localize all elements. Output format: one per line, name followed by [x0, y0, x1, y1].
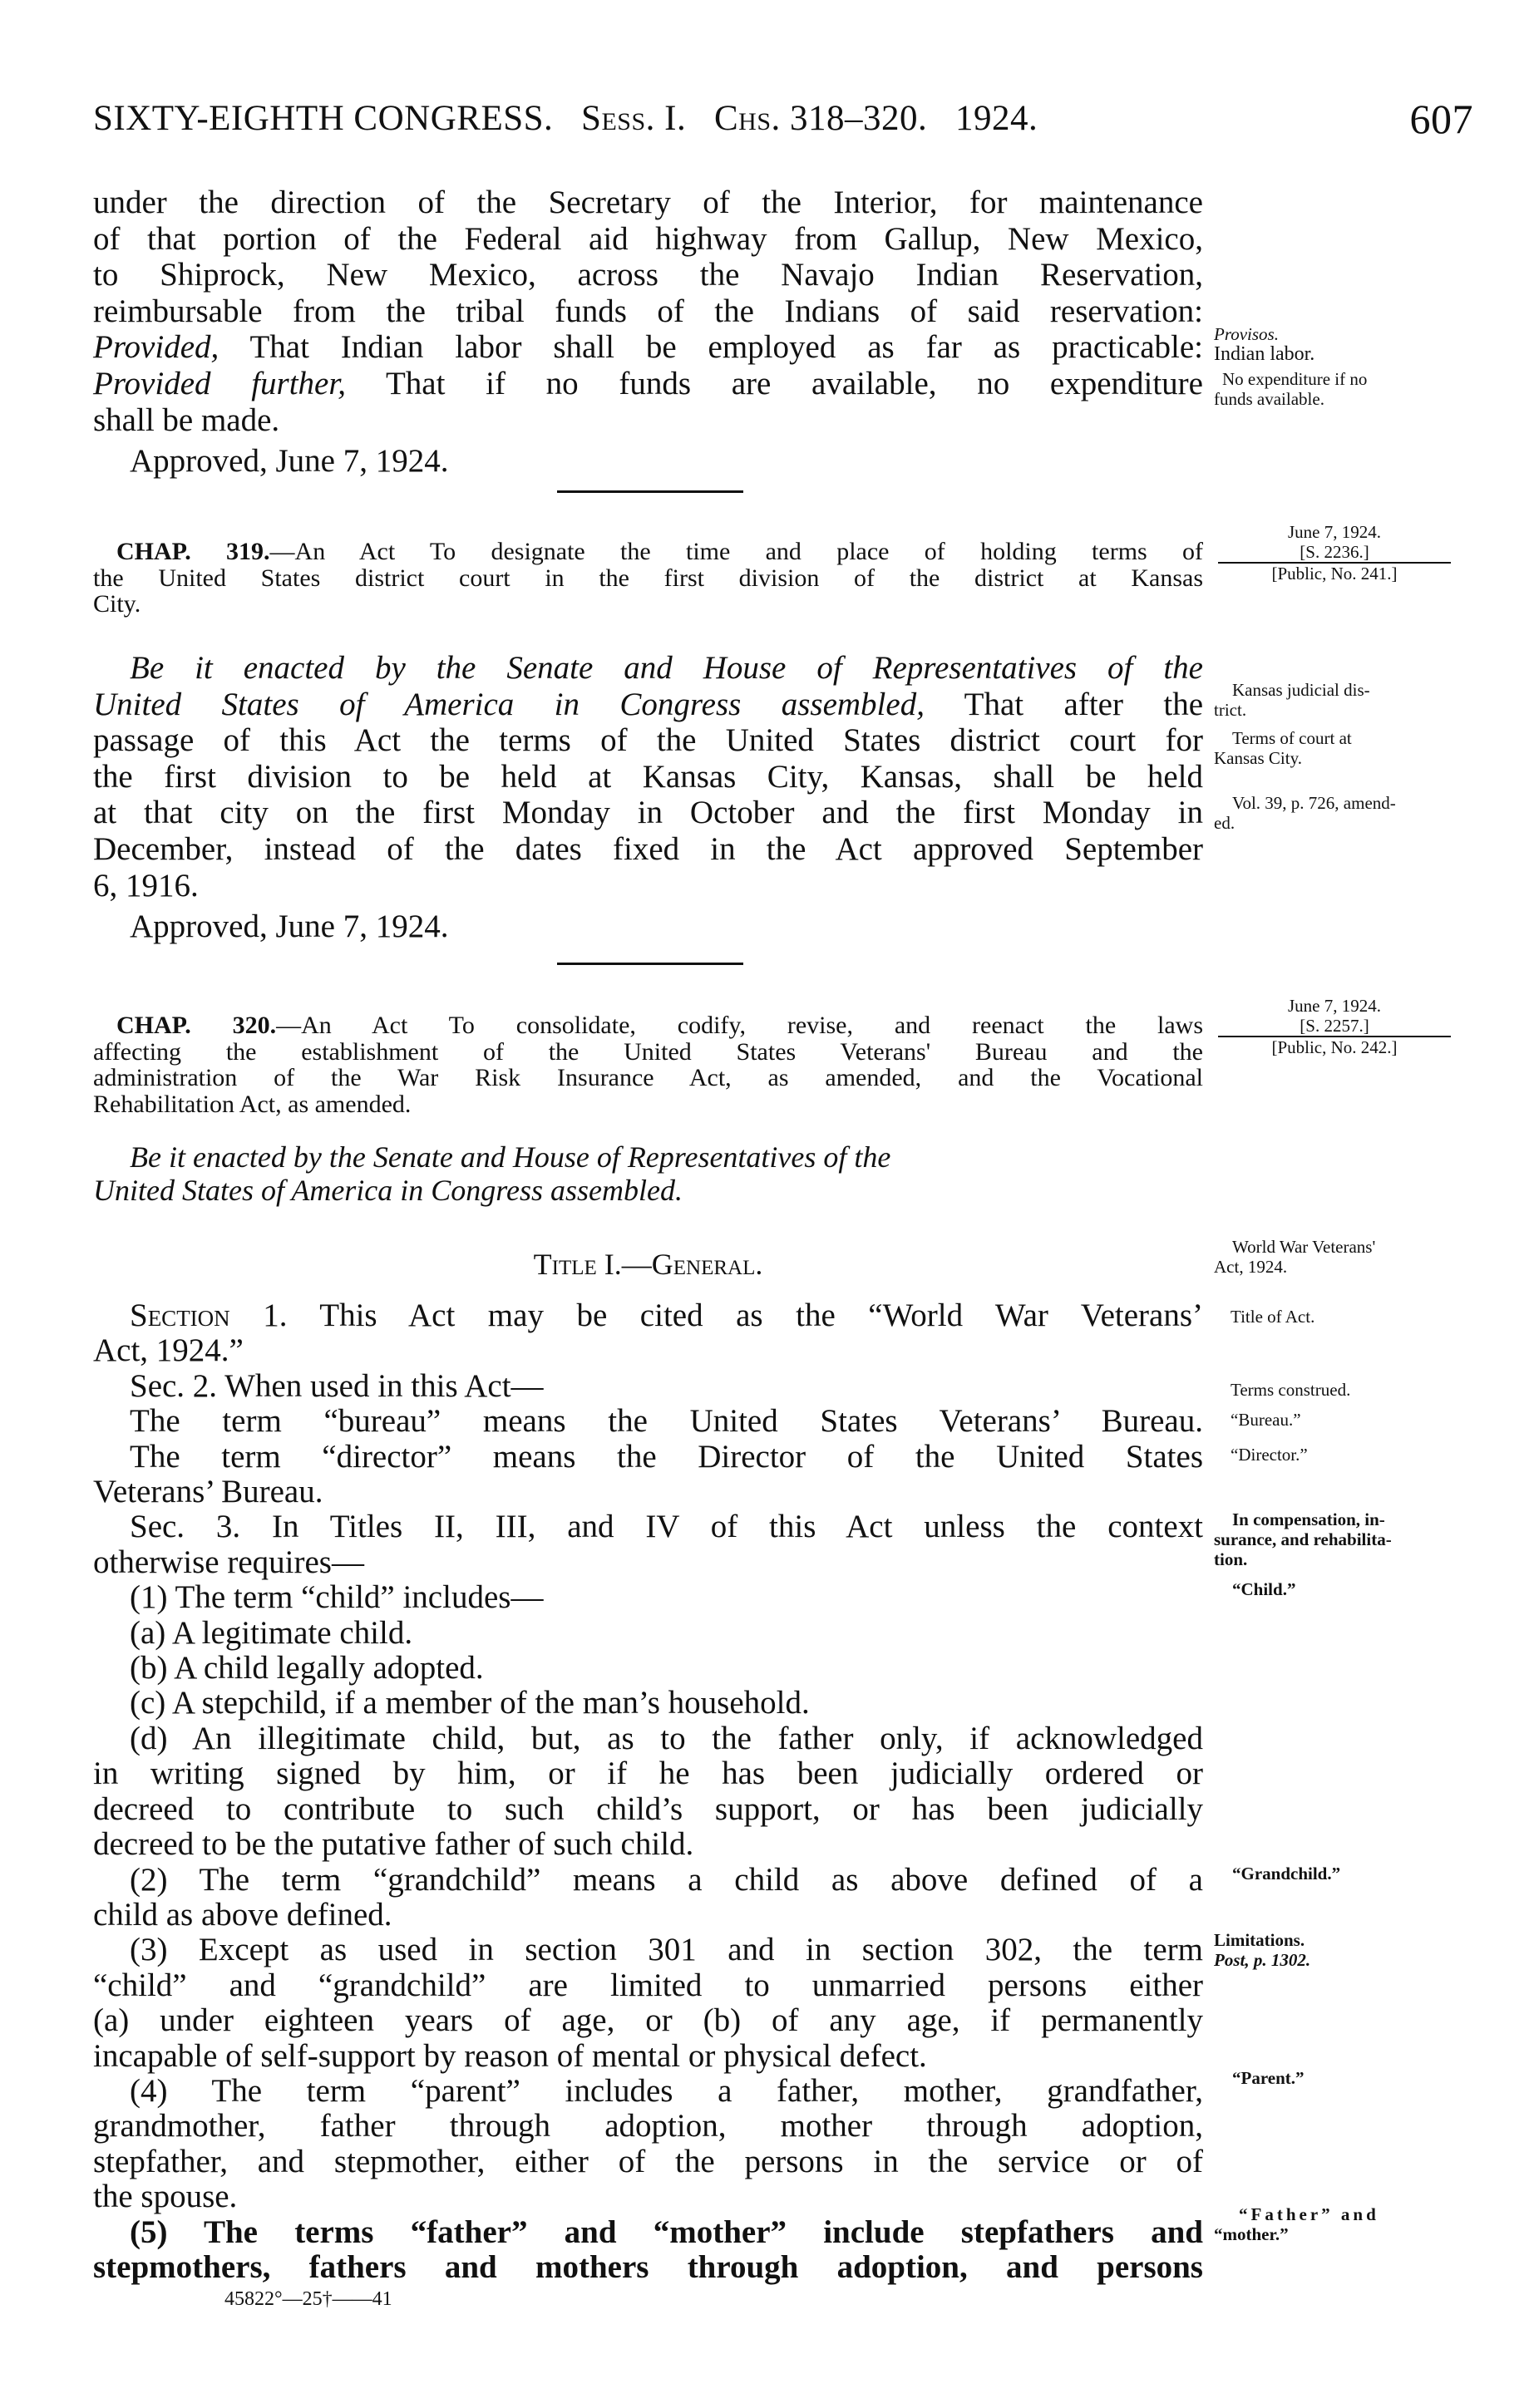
session-label: Sess. I. [581, 99, 687, 138]
sidenote-wwva: World War Veterans' Act, 1924. [1214, 1237, 1376, 1277]
text-line: child as above defined. [93, 1896, 392, 1933]
child-def: (1) The term “child” includes— [130, 1579, 544, 1616]
text-line: grandmother, father through adoption, mother through adoption, [93, 2108, 1203, 2145]
text-line: under the direction of the Secretary of the Interior, for maintenance [93, 185, 1203, 220]
text-line: Veterans’ Bureau. [93, 1474, 323, 1510]
sidenote-terms-construed: Terms construed. [1231, 1380, 1351, 1400]
text-line: otherwise requires— [93, 1544, 364, 1580]
text-line: “child” and “grandchild” are limited to unmarried persons either [93, 1967, 1203, 2003]
text-line: at that city on the first Monday in October and the first Monday in [93, 795, 1203, 831]
sidenote-child: “Child.” [1232, 1579, 1296, 1599]
enacting-clause: Be it enacted by the Senate and House of Representatives of the [130, 650, 1203, 686]
printer-signature: 45822°—25†——41 [224, 2288, 392, 2310]
text-line: December, instead of the dates fixed in the Act approved September [93, 830, 1203, 867]
director-def: The term “director” means the Director of the United States [130, 1438, 1203, 1475]
text-line: decreed to contribute to such child’s support, or has been judicially [93, 1790, 1203, 1827]
child-d: (d) An illegitimate child, but, as to the father only, if acknowledged [130, 1720, 1203, 1756]
parent-def: (4) The term “parent” includes a father, mother, grandfather, [130, 2072, 1203, 2109]
text-line: reimbursable from the tribal funds of the Indians of said reservation: [93, 293, 1203, 329]
sidenote-chap320-date: June 7, 1924. [S. 2257.] [Public, No. 242.] [1218, 996, 1451, 1057]
approved-line: Approved, June 7, 1924. [130, 909, 449, 945]
chap319-label: CHAP. 319. [116, 538, 270, 565]
sidenote-provisos: Provisos. Indian labor. No expenditure if no funds available. [1214, 324, 1368, 409]
sidenote-father-mother: “Father” and “mother.” [1214, 2204, 1379, 2244]
limitations-def: (3) Except as used in section 301 and in section 302, the term [130, 1932, 1203, 1968]
child-a: (a) A legitimate child. [130, 1614, 413, 1651]
text-line: shall be made. [93, 401, 280, 438]
chap320-title: CHAP. 320.—An Act To consolidate, codify, revise, and reenact the laws affecting the establishment of the United States Veterans' Bureau and the administration of the War Risk Insurance Act, as amended, and the Vocational Rehabilitation Act, as amended. [93, 1012, 1203, 1118]
section-3-line: Sec. 3. In Titles II, III, and IV of this Act unless the context [130, 1509, 1203, 1545]
section-1-line: Section 1. This Act may be cited as the “World War Veterans’ [130, 1298, 1203, 1333]
sidenote-title-of-act: Title of Act. [1231, 1307, 1315, 1327]
text-line: to Shiprock, New Mexico, across the Navajo Indian Reservation, [93, 257, 1203, 293]
enacting-clause-2: United States of America in Congress assembled, That after the [93, 686, 1204, 722]
continued-text [93, 185, 1203, 480]
text-line: 6, 1916. [93, 867, 199, 904]
child-c: (c) A stepchild, if a member of the man’s household. [130, 1685, 810, 1721]
sidenote-limitations: Limitations. Post, p. 1302. [1214, 1930, 1311, 1970]
chap319-body [93, 650, 1203, 945]
sidenote-kansas: Kansas judicial dis- trict. Terms of court at Kansas City. Vol. 39, p. 726, amend- ed. [1214, 680, 1396, 833]
sidenote-compensation: In compensation, in- surance, and rehabilita- tion. [1214, 1509, 1392, 1569]
text-line: (a) under eighteen years of age, or (b) of any age, if permanently [93, 2002, 1203, 2039]
grandchild-def: (2) The term “grandchild” means a child as above defined of a [130, 1861, 1203, 1898]
sidenote-parent: “Parent.” [1232, 2068, 1305, 2088]
chap319-title: CHAP. 319.—An Act To designate the time and place of holding terms of the United States district court in the first division of the district at Kansas City. [93, 538, 1203, 618]
text-line: incapable of self-support by reason of mental or physical defect. [93, 2037, 927, 2074]
text-line: administration of the War Risk Insurance Act, as amended, and the Vocational [93, 1064, 1203, 1092]
sidenote-grandchild: “Grandchild.” [1232, 1864, 1341, 1884]
text-line: affecting the establishment of the United States Veterans' Bureau and the [93, 1037, 1203, 1066]
text-line: stepmothers, fathers and mothers through adoption, and persons [93, 2248, 1203, 2285]
text-line: the spouse. [93, 2179, 238, 2215]
chap320-label: CHAP. 320. [116, 1012, 277, 1039]
text-line: passage of this Act the terms of the United States district court for [93, 722, 1203, 759]
proviso-further-line: Provided further, That if no funds are available, no expenditure [93, 365, 1203, 401]
chap320-enacting-clause: Be it enacted by the Senate and House of Representatives of the United States of America in Congress assembled. [93, 1140, 891, 1207]
divider-rule [557, 490, 743, 493]
sidenote-bureau: “Bureau.” [1231, 1410, 1301, 1430]
sidenote-director: “Director.” [1231, 1445, 1308, 1465]
sections-body [93, 1298, 1203, 2285]
year-label: 1924. [955, 99, 1038, 138]
text-line: City. [93, 590, 141, 618]
text-line: of that portion of the Federal aid highway from Gallup, New Mexico, [93, 220, 1203, 257]
approved-line: Approved, June 7, 1924. [130, 443, 449, 480]
page-number: 607 [1409, 96, 1473, 142]
text-line: in writing signed by him, or if he has been judicially ordered or [93, 1756, 1203, 1792]
text-line: stepfather, and stepmother, either of the persons in the service or of [93, 2143, 1203, 2179]
father-mother-def: (5) The terms “father” and “mother” include stepfathers and [130, 2213, 1203, 2250]
divider-rule [557, 963, 743, 965]
chapters-label: Chs. 318–320. [713, 99, 928, 138]
proviso-line: Provided, That Indian labor shall be employed as far as practicable: [93, 329, 1203, 366]
running-head [93, 96, 1473, 142]
child-b: (b) A child legally adopted. [130, 1650, 484, 1687]
text-line: the United States district court in the first division of the district at Kansas [93, 564, 1203, 592]
title-heading: Title I.—General. [533, 1248, 763, 1281]
text-line: the first division to be held at Kansas City, Kansas, shall be held [93, 758, 1203, 795]
text-line: Act, 1924.” [93, 1332, 244, 1369]
congress-title: SIXTY-EIGHTH CONGRESS. [93, 99, 554, 138]
section-2-line: Sec. 2. When used in this Act— [130, 1367, 544, 1404]
sidenote-chap319-date: June 7, 1924. [S. 2236.] [Public, No. 241.] [1218, 522, 1451, 584]
text-line: decreed to be the putative father of such child. [93, 1826, 694, 1863]
text-line: Rehabilitation Act, as amended. [93, 1090, 412, 1118]
bureau-def: The term “bureau” means the United States Veterans’ Bureau. [130, 1403, 1203, 1440]
